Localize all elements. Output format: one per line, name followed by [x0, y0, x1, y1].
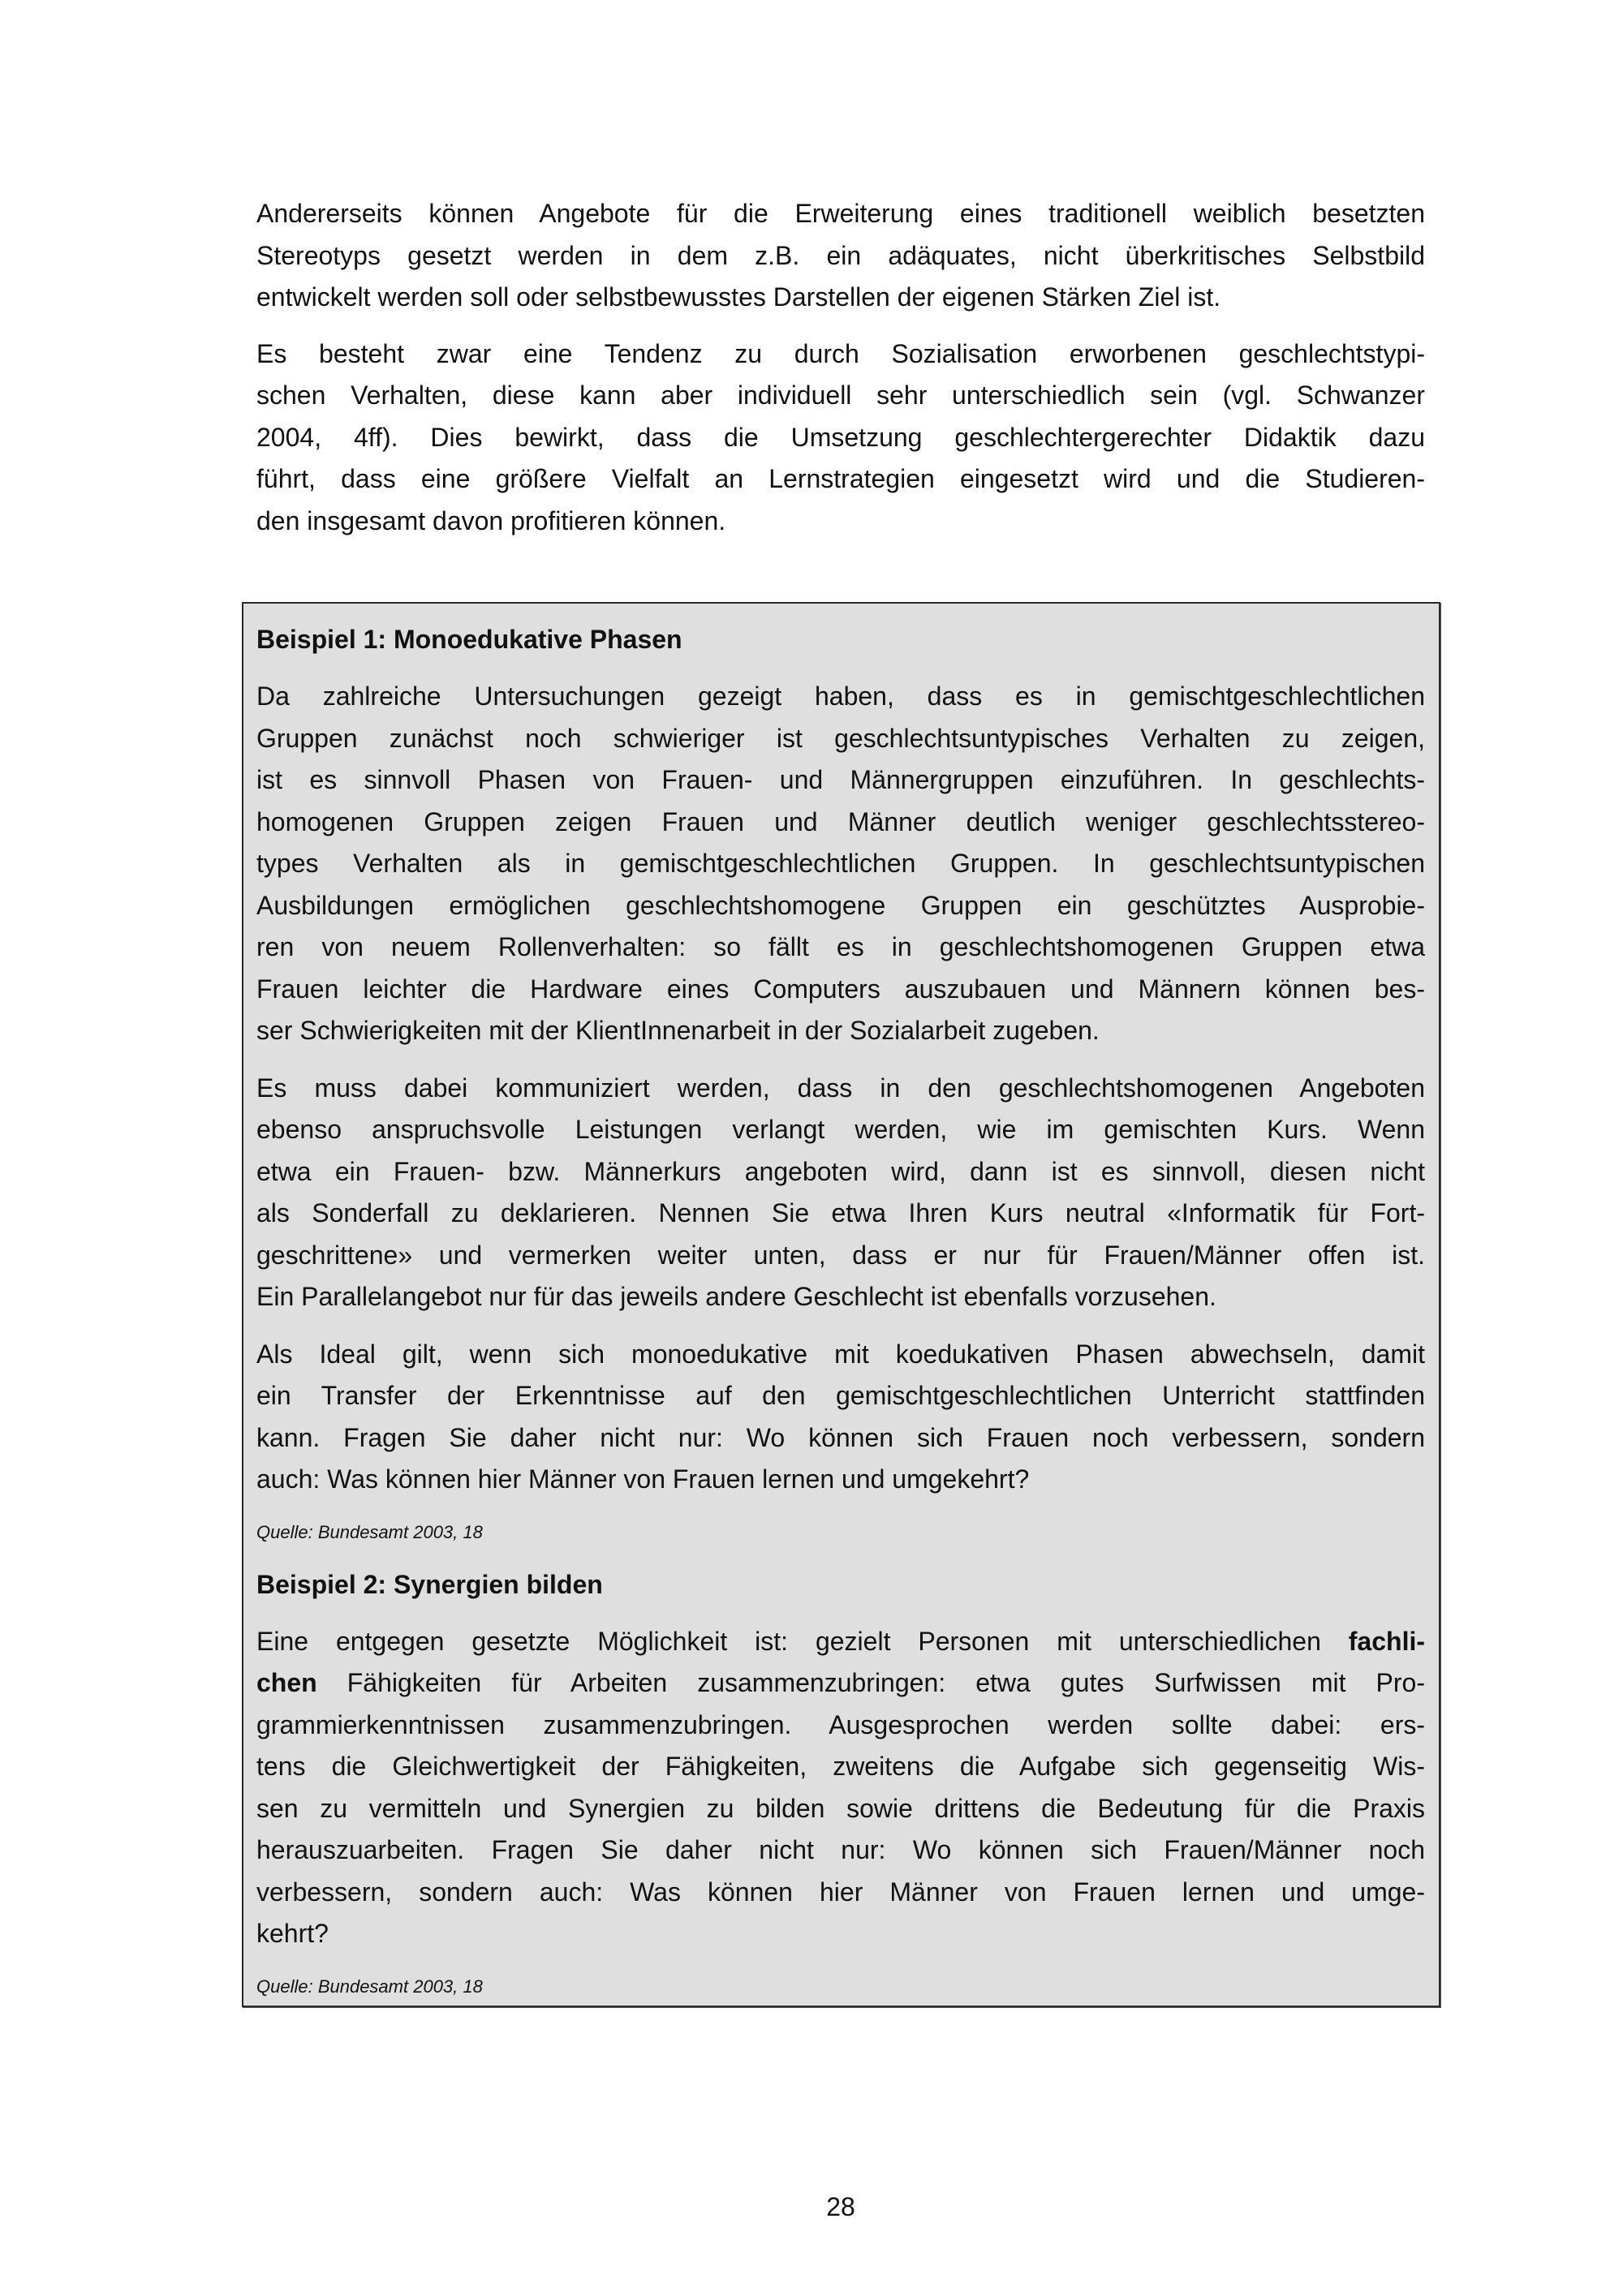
example-2-title: Beispiel 2: Synergien bilden: [256, 1569, 603, 1599]
text-line: ebenso anspruchsvolle Leistungen verlangt werden, wie im gemischten Kurs. Wenn: [256, 1115, 1425, 1144]
text-line: Ausbildungen ermöglichen geschlechtshomogene Gruppen ein geschütztes Ausprobie-: [256, 890, 1425, 920]
text-segment: Fähigkeiten für Arbeiten zusammenzubringen: etwa gutes Surfwissen mit Pro-: [316, 1668, 1425, 1697]
example-1-body: [256, 676, 1425, 1501]
bold-text: fachli-: [1348, 1626, 1425, 1656]
text-line: types Verhalten als in gemischtgeschlechtlichen Gruppen. In geschlechtsuntypischen: [256, 849, 1425, 878]
page-number: 28: [826, 2192, 855, 2221]
example-2-body: [256, 1621, 1425, 1955]
paragraph: [256, 676, 1425, 1052]
text-line: Es muss dabei kommuniziert werden, dass in den geschlechtshomogenen Angeboten: [256, 1073, 1425, 1103]
text-line: kann. Fragen Sie daher nicht nur: Wo können sich Frauen noch verbessern, sondern: [256, 1422, 1425, 1452]
example-1-title: Beispiel 1: Monoedukative Phasen: [256, 625, 682, 654]
text-line: grammierkenntnissen zusammenzubringen. Ausgesprochen werden sollte dabei: ers-: [256, 1709, 1425, 1739]
text-line: ren von neuem Rollenverhalten: so fällt es in geschlechtshomogenen Gruppen etwa: [256, 932, 1425, 961]
text-line: ein Transfer der Erkenntnisse auf den gemischtgeschlechtlichen Unterricht stattfinden: [256, 1381, 1425, 1410]
intro-text: [256, 193, 1425, 557]
text-line: den insgesamt davon profitieren können.: [256, 505, 726, 535]
example-1-source: Quelle: Bundesamt 2003, 18: [256, 1521, 483, 1542]
example-2-source: Quelle: Bundesamt 2003, 18: [256, 1976, 483, 1997]
text-line: führt, dass eine größere Vielfalt an Lernstrategien eingesetzt wird und die Studieren-: [256, 464, 1425, 493]
text-line: tens die Gleichwertigkeit der Fähigkeiten, zweitens die Aufgabe sich gegenseitig Wis-: [256, 1752, 1425, 1781]
text-line: verbessern, sondern auch: Was können hier Männer von Frauen lernen und umge-: [256, 1877, 1425, 1907]
bold-text: chen: [256, 1668, 317, 1697]
text-line: als Sonderfall zu deklarieren. Nennen Sie etwa Ihren Kurs neutral «Informatik für Fort-: [256, 1198, 1425, 1228]
paragraph: [256, 1334, 1425, 1501]
text-line: Andererseits können Angebote für die Erweiterung eines traditionell weiblich besetzten: [256, 199, 1425, 228]
text-line: entwickelt werden soll oder selbstbewusstes Darstellen der eigenen Stärken Ziel ist.: [256, 282, 1221, 312]
text-line: Als Ideal gilt, wenn sich monoedukative mit koedukativen Phasen abwechseln, damit: [256, 1339, 1425, 1369]
text-line: geschrittene» und vermerken weiter unten, dass er nur für Frauen/Männer offen ist.: [256, 1240, 1425, 1270]
text-line: Stereotyps gesetzt werden in dem z.B. ein adäquates, nicht überkritisches Selbstbild: [256, 240, 1425, 270]
text-line: Gruppen zunächst noch schwieriger ist geschlechtsuntypisches Verhalten zu zeigen,: [256, 723, 1425, 753]
text-line: [256, 1621, 1425, 1663]
text-line: herauszuarbeiten. Fragen Sie daher nicht nur: Wo können sich Frauen/Männer noch: [256, 1835, 1425, 1864]
text-line: Ein Parallelangebot nur für das jeweils andere Geschlecht ist ebenfalls vorzusehen.: [256, 1282, 1216, 1311]
text-line: schen Verhalten, diese kann aber individuell sehr unterschiedlich sein (vgl. Schwanzer: [256, 381, 1425, 410]
paragraph: [256, 1621, 1425, 1955]
text-line: Es besteht zwar eine Tendenz zu durch Sozialisation erworbenen geschlechtstypi-: [256, 338, 1425, 368]
text-line: homogenen Gruppen zeigen Frauen und Männer deutlich weniger geschlechtsstereo-: [256, 806, 1425, 836]
paragraph: [256, 333, 1425, 543]
text-line: Da zahlreiche Untersuchungen gezeigt haben, dass es in gemischtgeschlechtlichen: [256, 681, 1425, 711]
text-line: sen zu vermitteln und Synergien zu bilden sowie drittens die Bedeutung für die Praxis: [256, 1793, 1425, 1823]
paragraph: [256, 193, 1425, 319]
paragraph: [256, 1068, 1425, 1318]
text-segment: Eine entgegen gesetzte Möglichkeit ist: gezielt Personen mit unterschiedlichen: [256, 1626, 1349, 1656]
text-line: Frauen leichter die Hardware eines Computers auszubauen und Männern können bes-: [256, 974, 1425, 1004]
examples-box: [242, 602, 1440, 2007]
text-line: kehrt?: [256, 1919, 329, 1948]
text-line: ser Schwierigkeiten mit der KlientInnenarbeit in der Sozialarbeit zugeben.: [256, 1016, 1100, 1045]
text-line: [256, 1662, 1425, 1705]
text-line: etwa ein Frauen- bzw. Männerkurs angeboten wird, dann ist es sinnvoll, diesen nicht: [256, 1156, 1425, 1186]
text-line: ist es sinnvoll Phasen von Frauen- und Männergruppen einzuführen. In geschlechts-: [256, 765, 1425, 794]
text-line: auch: Was können hier Männer von Frauen lernen und umgekehrt?: [256, 1464, 1030, 1494]
text-line: 2004, 4ff). Dies bewirkt, dass die Umsetzung geschlechtergerechter Didaktik dazu: [256, 422, 1425, 452]
